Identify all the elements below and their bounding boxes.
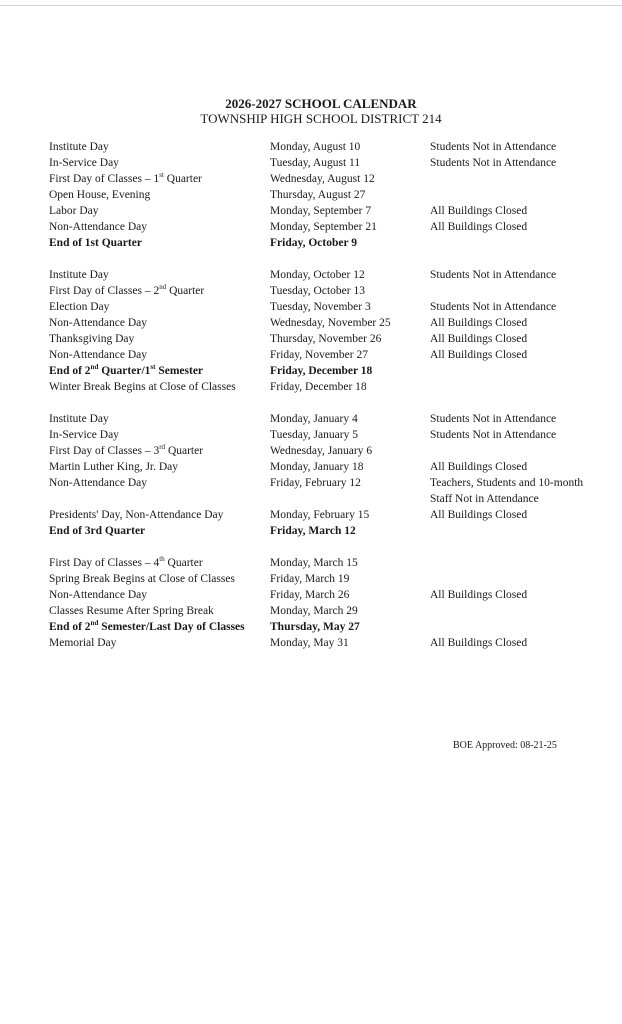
attendance-status <box>430 363 605 379</box>
event-date: Monday, September 7 <box>270 205 372 217</box>
event-name <box>49 459 270 475</box>
calendar-row <box>49 347 609 363</box>
event-text: Open House, Evening <box>49 189 151 201</box>
event-name <box>49 299 270 315</box>
event-text: Quarter/1 <box>98 365 151 377</box>
event-name <box>49 267 270 283</box>
calendar-row <box>49 491 609 507</box>
event-text: Classes Resume After Spring Break <box>49 605 214 617</box>
event-text: Non-Attendance Day <box>49 221 148 233</box>
event-name <box>49 203 270 219</box>
event-name <box>49 443 270 459</box>
attendance-status <box>430 235 605 251</box>
event-date: Wednesday, August 12 <box>270 173 375 185</box>
event-text: Non-Attendance Day <box>49 317 148 329</box>
calendar-row <box>49 603 609 619</box>
event-name <box>49 619 270 635</box>
event-text: First Day of Classes – 3 <box>49 445 160 457</box>
event-date: Monday, February 15 <box>270 509 370 521</box>
calendar-row <box>49 267 609 283</box>
attendance-status <box>430 171 605 187</box>
attendance-status <box>430 379 605 395</box>
attendance-status: All Buildings Closed <box>430 333 528 345</box>
event-date: Wednesday, January 6 <box>270 445 373 457</box>
event-text: Martin Luther King, Jr. Day <box>49 461 179 473</box>
event-text: Institute Day <box>49 413 109 425</box>
section-spacer <box>49 539 609 555</box>
attendance-status: Staff Not in Attendance <box>430 493 539 505</box>
approval-note: BOE Approved: 08-21-25 <box>453 740 557 751</box>
calendar-row <box>49 555 609 571</box>
calendar-row <box>49 203 609 219</box>
event-text: End of 2 <box>49 621 91 633</box>
event-date: Friday, December 18 <box>270 365 373 377</box>
attendance-status <box>430 619 605 635</box>
event-text: Memorial Day <box>49 637 117 649</box>
calendar-row <box>49 363 609 379</box>
event-text: Quarter <box>166 285 205 297</box>
event-name <box>49 475 270 491</box>
attendance-status: Students Not in Attendance <box>430 141 557 153</box>
event-date <box>270 491 430 507</box>
section-spacer <box>49 251 609 267</box>
ordinal-suffix: st <box>150 363 156 372</box>
event-name <box>49 235 270 251</box>
event-name <box>49 219 270 235</box>
event-date: Friday, October 9 <box>270 237 357 249</box>
attendance-status: Students Not in Attendance <box>430 413 557 425</box>
event-name <box>49 587 270 603</box>
event-date: Monday, January 18 <box>270 461 364 473</box>
event-text: Institute Day <box>49 141 109 153</box>
event-date: Monday, August 10 <box>270 141 361 153</box>
event-name <box>49 523 270 539</box>
attendance-status: All Buildings Closed <box>430 317 528 329</box>
event-name <box>49 363 270 379</box>
calendar-row <box>49 475 609 491</box>
event-text: Winter Break Begins at Close of Classes <box>49 381 236 393</box>
attendance-status <box>430 523 605 539</box>
event-date: Tuesday, January 5 <box>270 429 358 441</box>
calendar-row <box>49 219 609 235</box>
event-name <box>49 555 270 571</box>
event-name <box>49 427 270 443</box>
attendance-status: Teachers, Students and 10-month <box>430 477 584 489</box>
event-text: Spring Break Begins at Close of Classes <box>49 573 235 585</box>
calendar-row <box>49 315 609 331</box>
ordinal-suffix: nd <box>90 363 99 372</box>
top-divider <box>0 5 622 6</box>
calendar-row <box>49 379 609 395</box>
event-date: Thursday, November 26 <box>270 333 382 345</box>
event-text: Presidents' Day, Non-Attendance Day <box>49 509 224 521</box>
ordinal-suffix: nd <box>90 619 99 628</box>
calendar-row <box>49 139 609 155</box>
event-text: First Day of Classes – 2 <box>49 285 160 297</box>
event-date: Tuesday, November 3 <box>270 301 371 313</box>
calendar-row <box>49 507 609 523</box>
event-date: Friday, March 12 <box>270 525 356 537</box>
event-name <box>49 635 270 651</box>
event-date: Monday, March 15 <box>270 557 358 569</box>
event-name <box>49 315 270 331</box>
event-text: Non-Attendance Day <box>49 589 148 601</box>
ordinal-suffix: nd <box>159 283 167 292</box>
event-name <box>49 411 270 427</box>
event-name <box>49 379 270 395</box>
event-name <box>49 347 270 363</box>
ordinal-suffix: rd <box>159 443 166 452</box>
event-date: Tuesday, October 13 <box>270 285 365 297</box>
calendar-row <box>49 459 609 475</box>
event-date: Monday, May 31 <box>270 637 349 649</box>
event-date: Thursday, May 27 <box>270 621 360 633</box>
event-date: Monday, October 12 <box>270 269 365 281</box>
event-text: Quarter <box>165 445 204 457</box>
calendar-row <box>49 299 609 315</box>
event-name <box>49 507 270 523</box>
event-text: Non-Attendance Day <box>49 477 148 489</box>
event-text: First Day of Classes – 4 <box>49 557 160 569</box>
attendance-status <box>430 603 605 619</box>
event-name <box>49 155 270 171</box>
event-date: Thursday, August 27 <box>270 189 366 201</box>
attendance-status: All Buildings Closed <box>430 461 528 473</box>
event-text: Election Day <box>49 301 110 313</box>
attendance-status: All Buildings Closed <box>430 349 528 361</box>
attendance-status <box>430 571 605 587</box>
event-date: Monday, September 21 <box>270 221 377 233</box>
calendar-row <box>49 411 609 427</box>
event-text: First Day of Classes – 1 <box>49 173 160 185</box>
event-text: In-Service Day <box>49 429 119 441</box>
event-name <box>49 603 270 619</box>
event-name <box>49 187 270 203</box>
event-name <box>49 491 270 507</box>
event-name <box>49 139 270 155</box>
event-date: Friday, February 12 <box>270 477 361 489</box>
calendar-row <box>49 523 609 539</box>
ordinal-suffix: st <box>159 171 164 180</box>
ordinal-suffix: th <box>159 555 165 564</box>
event-text: End of 1st Quarter <box>49 237 142 249</box>
event-date: Wednesday, November 25 <box>270 317 391 329</box>
event-text: Institute Day <box>49 269 109 281</box>
event-text: Thanksgiving Day <box>49 333 135 345</box>
calendar-row <box>49 187 609 203</box>
attendance-status: Students Not in Attendance <box>430 269 557 281</box>
attendance-status: All Buildings Closed <box>430 221 528 233</box>
attendance-status: All Buildings Closed <box>430 589 528 601</box>
calendar-row <box>49 235 609 251</box>
event-name <box>49 571 270 587</box>
event-date: Tuesday, August 11 <box>270 157 361 169</box>
event-text: Quarter <box>163 173 202 185</box>
calendar-row <box>49 331 609 347</box>
event-date: Friday, December 18 <box>270 381 367 393</box>
event-text: Quarter <box>164 557 203 569</box>
attendance-status: Students Not in Attendance <box>430 157 557 169</box>
event-date: Monday, January 4 <box>270 413 358 425</box>
calendar-row <box>49 443 609 459</box>
calendar-row <box>49 283 609 299</box>
attendance-status <box>430 187 605 203</box>
calendar-row <box>49 635 609 651</box>
event-text: In-Service Day <box>49 157 119 169</box>
calendar-row <box>49 155 609 171</box>
event-date: Friday, March 19 <box>270 573 350 585</box>
calendar-row <box>49 619 609 635</box>
calendar-row <box>49 587 609 603</box>
event-name <box>49 331 270 347</box>
event-text: Semester/Last Day of Classes <box>98 621 245 633</box>
attendance-status: All Buildings Closed <box>430 637 528 649</box>
section-spacer <box>49 395 609 411</box>
attendance-status <box>430 443 605 459</box>
event-text: Non-Attendance Day <box>49 349 148 361</box>
calendar-schedule <box>49 139 609 651</box>
event-text: End of 3rd Quarter <box>49 525 146 537</box>
attendance-status: All Buildings Closed <box>430 205 528 217</box>
event-text: Semester <box>155 365 204 377</box>
attendance-status: All Buildings Closed <box>430 509 528 521</box>
attendance-status <box>430 283 605 299</box>
attendance-status <box>430 555 605 571</box>
calendar-header <box>0 96 622 126</box>
attendance-status: Students Not in Attendance <box>430 301 557 313</box>
calendar-row <box>49 571 609 587</box>
event-text: End of 2 <box>49 365 91 377</box>
event-name <box>49 171 270 187</box>
calendar-row <box>49 171 609 187</box>
event-name <box>49 283 270 299</box>
page-subtitle: TOWNSHIP HIGH SCHOOL DISTRICT 214 <box>200 111 442 126</box>
event-date: Friday, March 26 <box>270 589 350 601</box>
event-date: Friday, November 27 <box>270 349 368 361</box>
event-date: Monday, March 29 <box>270 605 358 617</box>
attendance-status: Students Not in Attendance <box>430 429 557 441</box>
calendar-row <box>49 427 609 443</box>
page-title: 2026-2027 SCHOOL CALENDAR <box>225 96 417 111</box>
event-text: Labor Day <box>49 205 99 217</box>
